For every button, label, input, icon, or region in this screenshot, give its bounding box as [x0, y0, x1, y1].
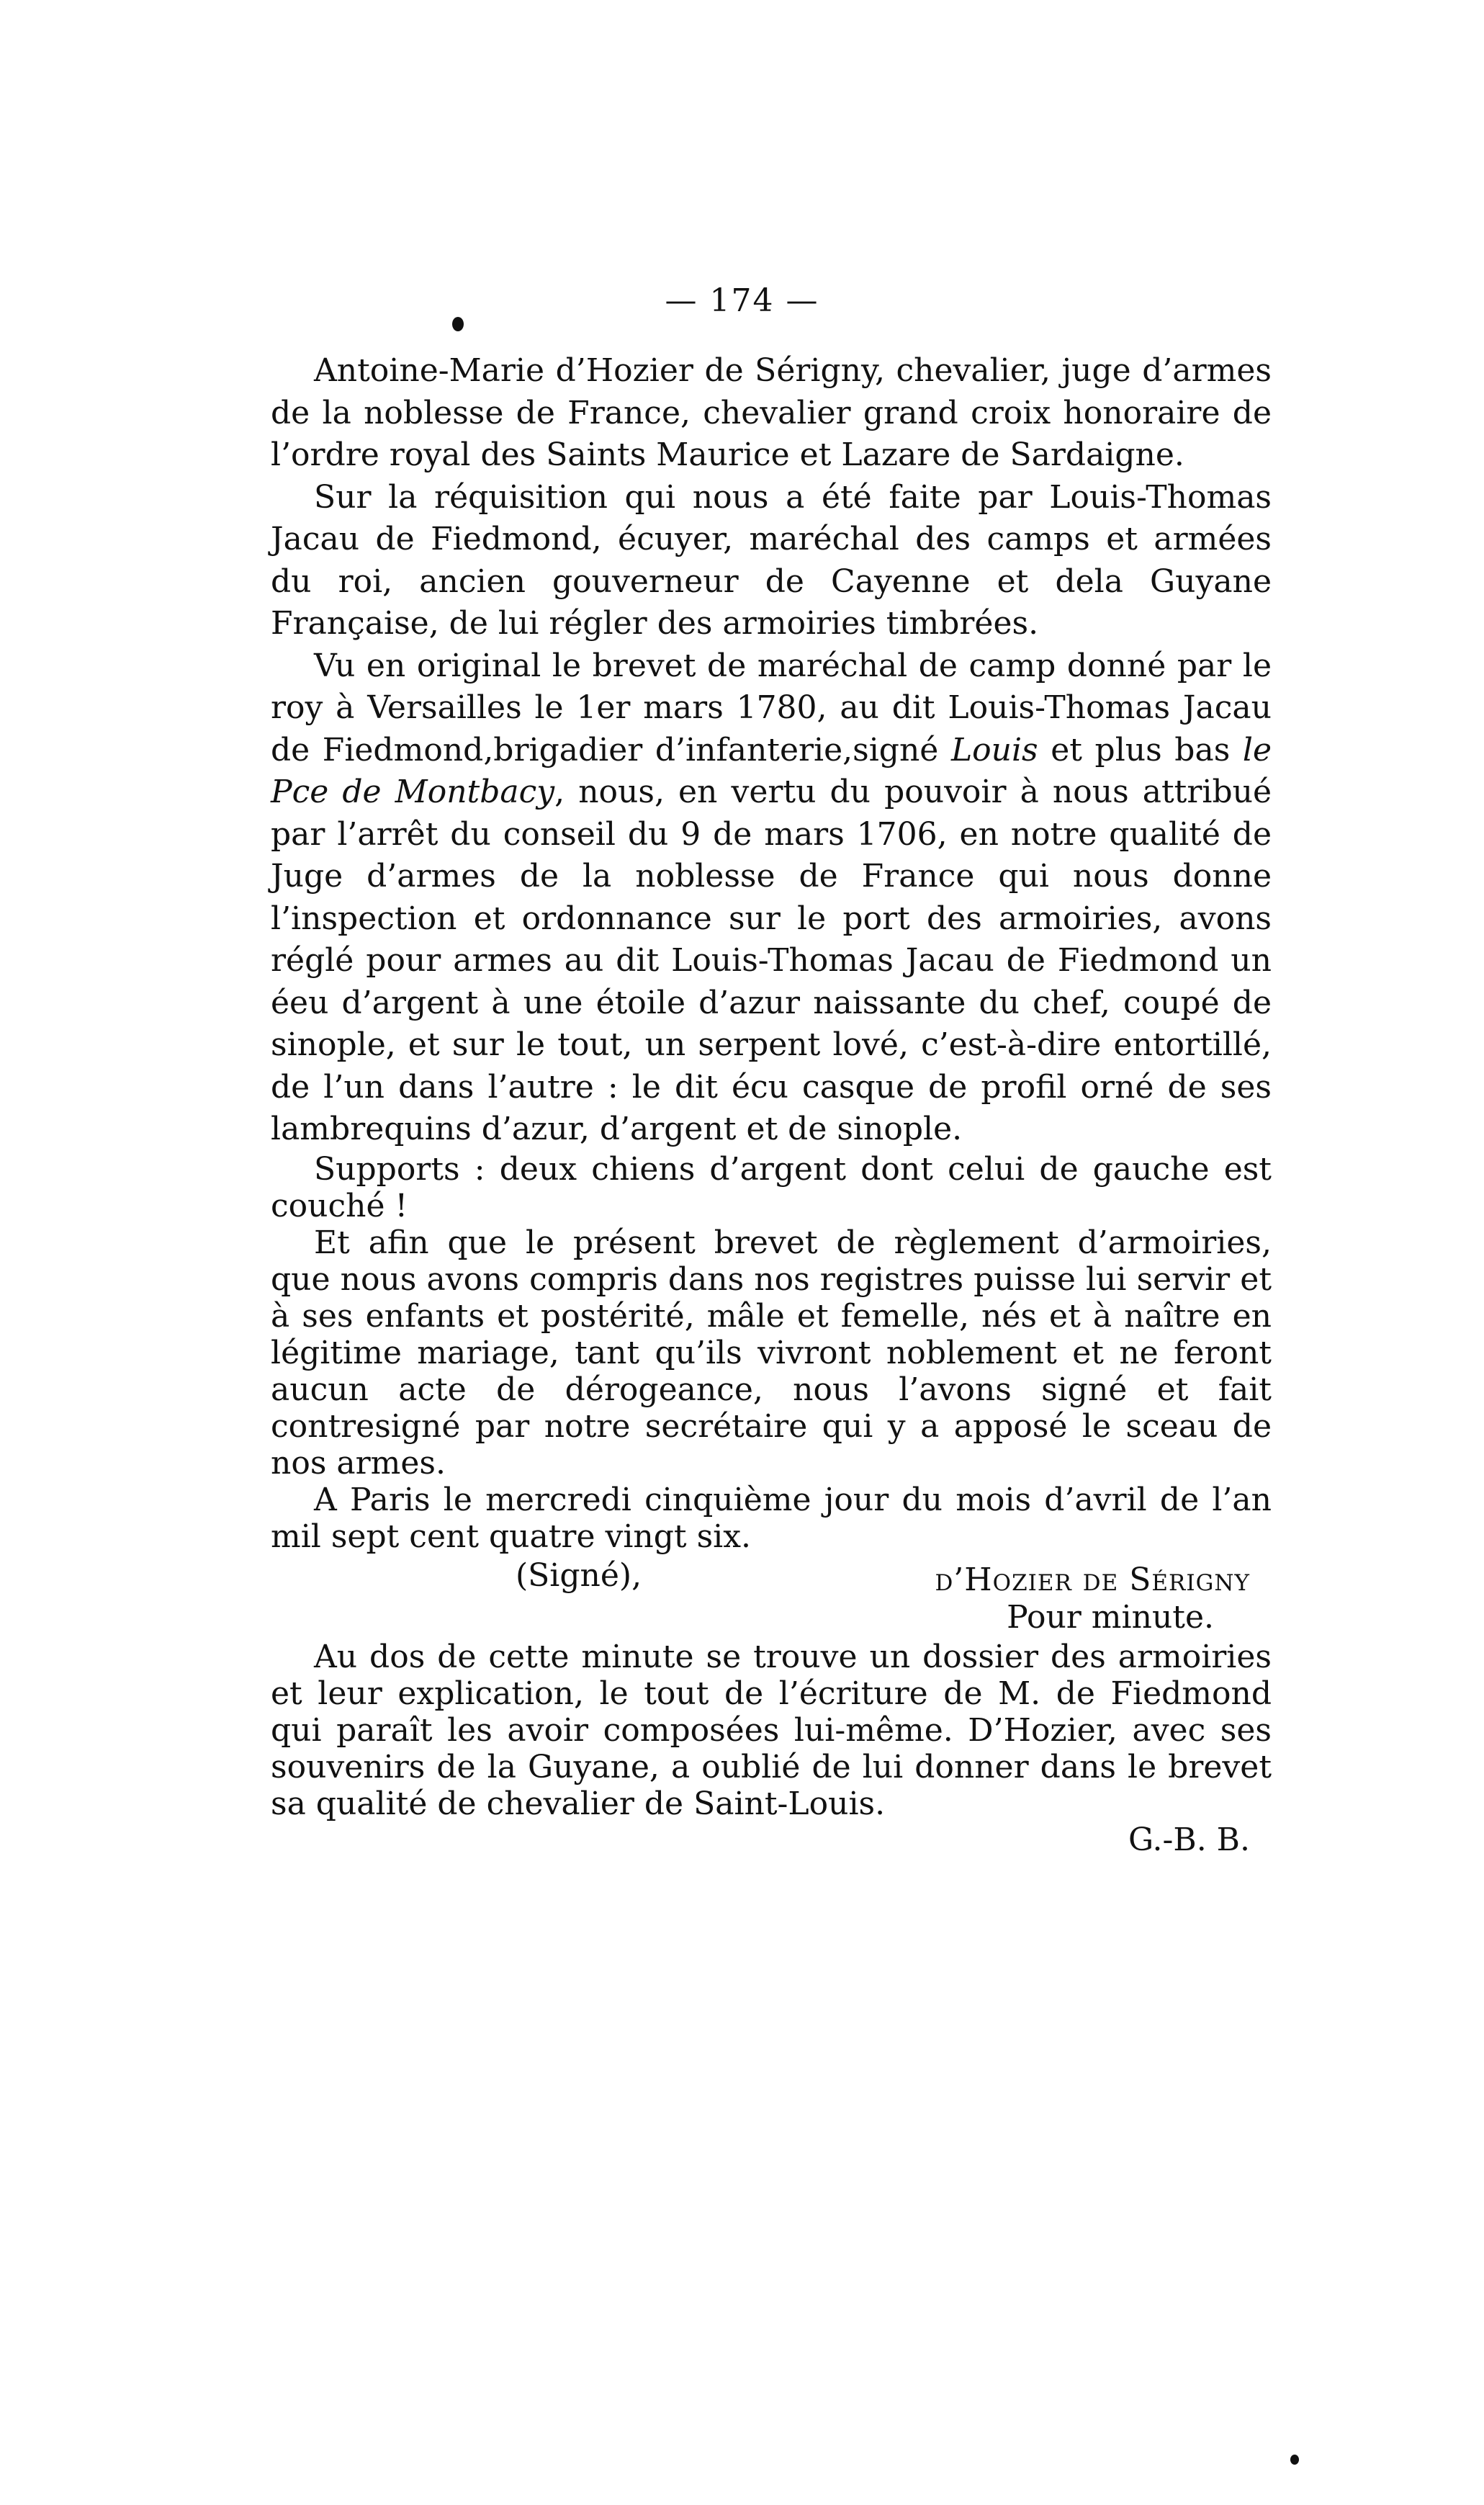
signe-label: (Signé),: [516, 1556, 642, 1594]
ink-dot: [1290, 2455, 1299, 2465]
paragraph-vu: [271, 645, 1272, 1151]
vu-text-3: , nous, en vertu du pouvoir à nous attribué par l’arrêt du conseil du 9 de mars 1706, en notre qualité de Juge d’armes de la noblesse de France qui nous donne l’inspection et ordonnance sur le port des armoiries, avons réglé pour armes au dit Louis-Thomas Jacau de Fiedmond un éeu d’argent à une étoile d’azur naissante du chef, coupé de sinople, et sur le tout, un serpent lové, c’est-à-dire entortillé, de l’un dans l’autre : le dit écu casque de profil orné de ses lambrequins d’azur, d’argent et de sinople.: [271, 774, 1272, 1147]
signature-line: [271, 1555, 1272, 1597]
vu-louis: Louis: [950, 731, 1038, 768]
vu-pce: le Pce de Montbacy: [271, 731, 1272, 810]
vu-text-2: et plus bas: [1038, 731, 1243, 768]
paragraph-title: Antoine-Marie d’Hozier de Sérigny, chevalier, juge d’armes de la noblesse de France, chevalier grand croix honoraire de l’ordre royal des Saints Maurice et Lazare de Sardaigne.: [271, 352, 1272, 473]
paragraph-a-paris: A Paris le mercredi cinquième jour du mois d’avril de l’an mil sept cent quatre vingt six.: [271, 1481, 1272, 1555]
paragraph-requisition: Sur la réquisition qui nous a été faite par Louis-Thomas Jacau de Fiedmond, écuyer, maréchal des camps et armées du roi, ancien gouverneur de Cayenne et dela Guyane Française, de lui régler des armoiries timbrées.: [271, 478, 1272, 642]
page-number: — 174 —: [665, 282, 819, 319]
paragraph-au-dos: Au dos de cette minute se trouve un dossier des armoiries et leur explication, le tout de l’écriture de M. de Fiedmond qui paraît les avoir composées lui-même. D’Hozier, avec ses souvenirs de la Guyane, a oublié de lui donner dans le brevet sa qualité de chevalier de Saint-Louis.: [271, 1638, 1272, 1822]
signature-name: d’Hozier de Sérigny: [935, 1561, 1250, 1598]
pour-minute: Pour minute.: [1007, 1598, 1214, 1636]
ink-dot: [452, 317, 464, 331]
body-text: [271, 350, 1272, 1861]
vu-text-1: Vu en original le brevet de maréchal de camp donné par le roy à Versailles le 1er mars 1780, au dit Louis-Thomas Jacau de Fiedmond,brigadier d’infanterie,signé: [271, 647, 1272, 768]
paragraph-supports: Supports : deux chiens d’argent dont celui de gauche est couché !: [271, 1150, 1272, 1224]
author-initials: G.-B. B.: [1128, 1821, 1250, 1858]
paragraph-et-afin: Et afin que le présent brevet de règlement d’armoiries, que nous avons compris dans nos registres puisse lui servir et à ses enfants et postérité, mâle et femelle, nés et à naître en légitime mariage, tant qu’ils vivront noblement et ne feront aucun acte de dérogeance, nous l’avons signé et fait contresigné par notre secrétaire qui y a apposé le sceau de nos armes.: [271, 1224, 1272, 1482]
